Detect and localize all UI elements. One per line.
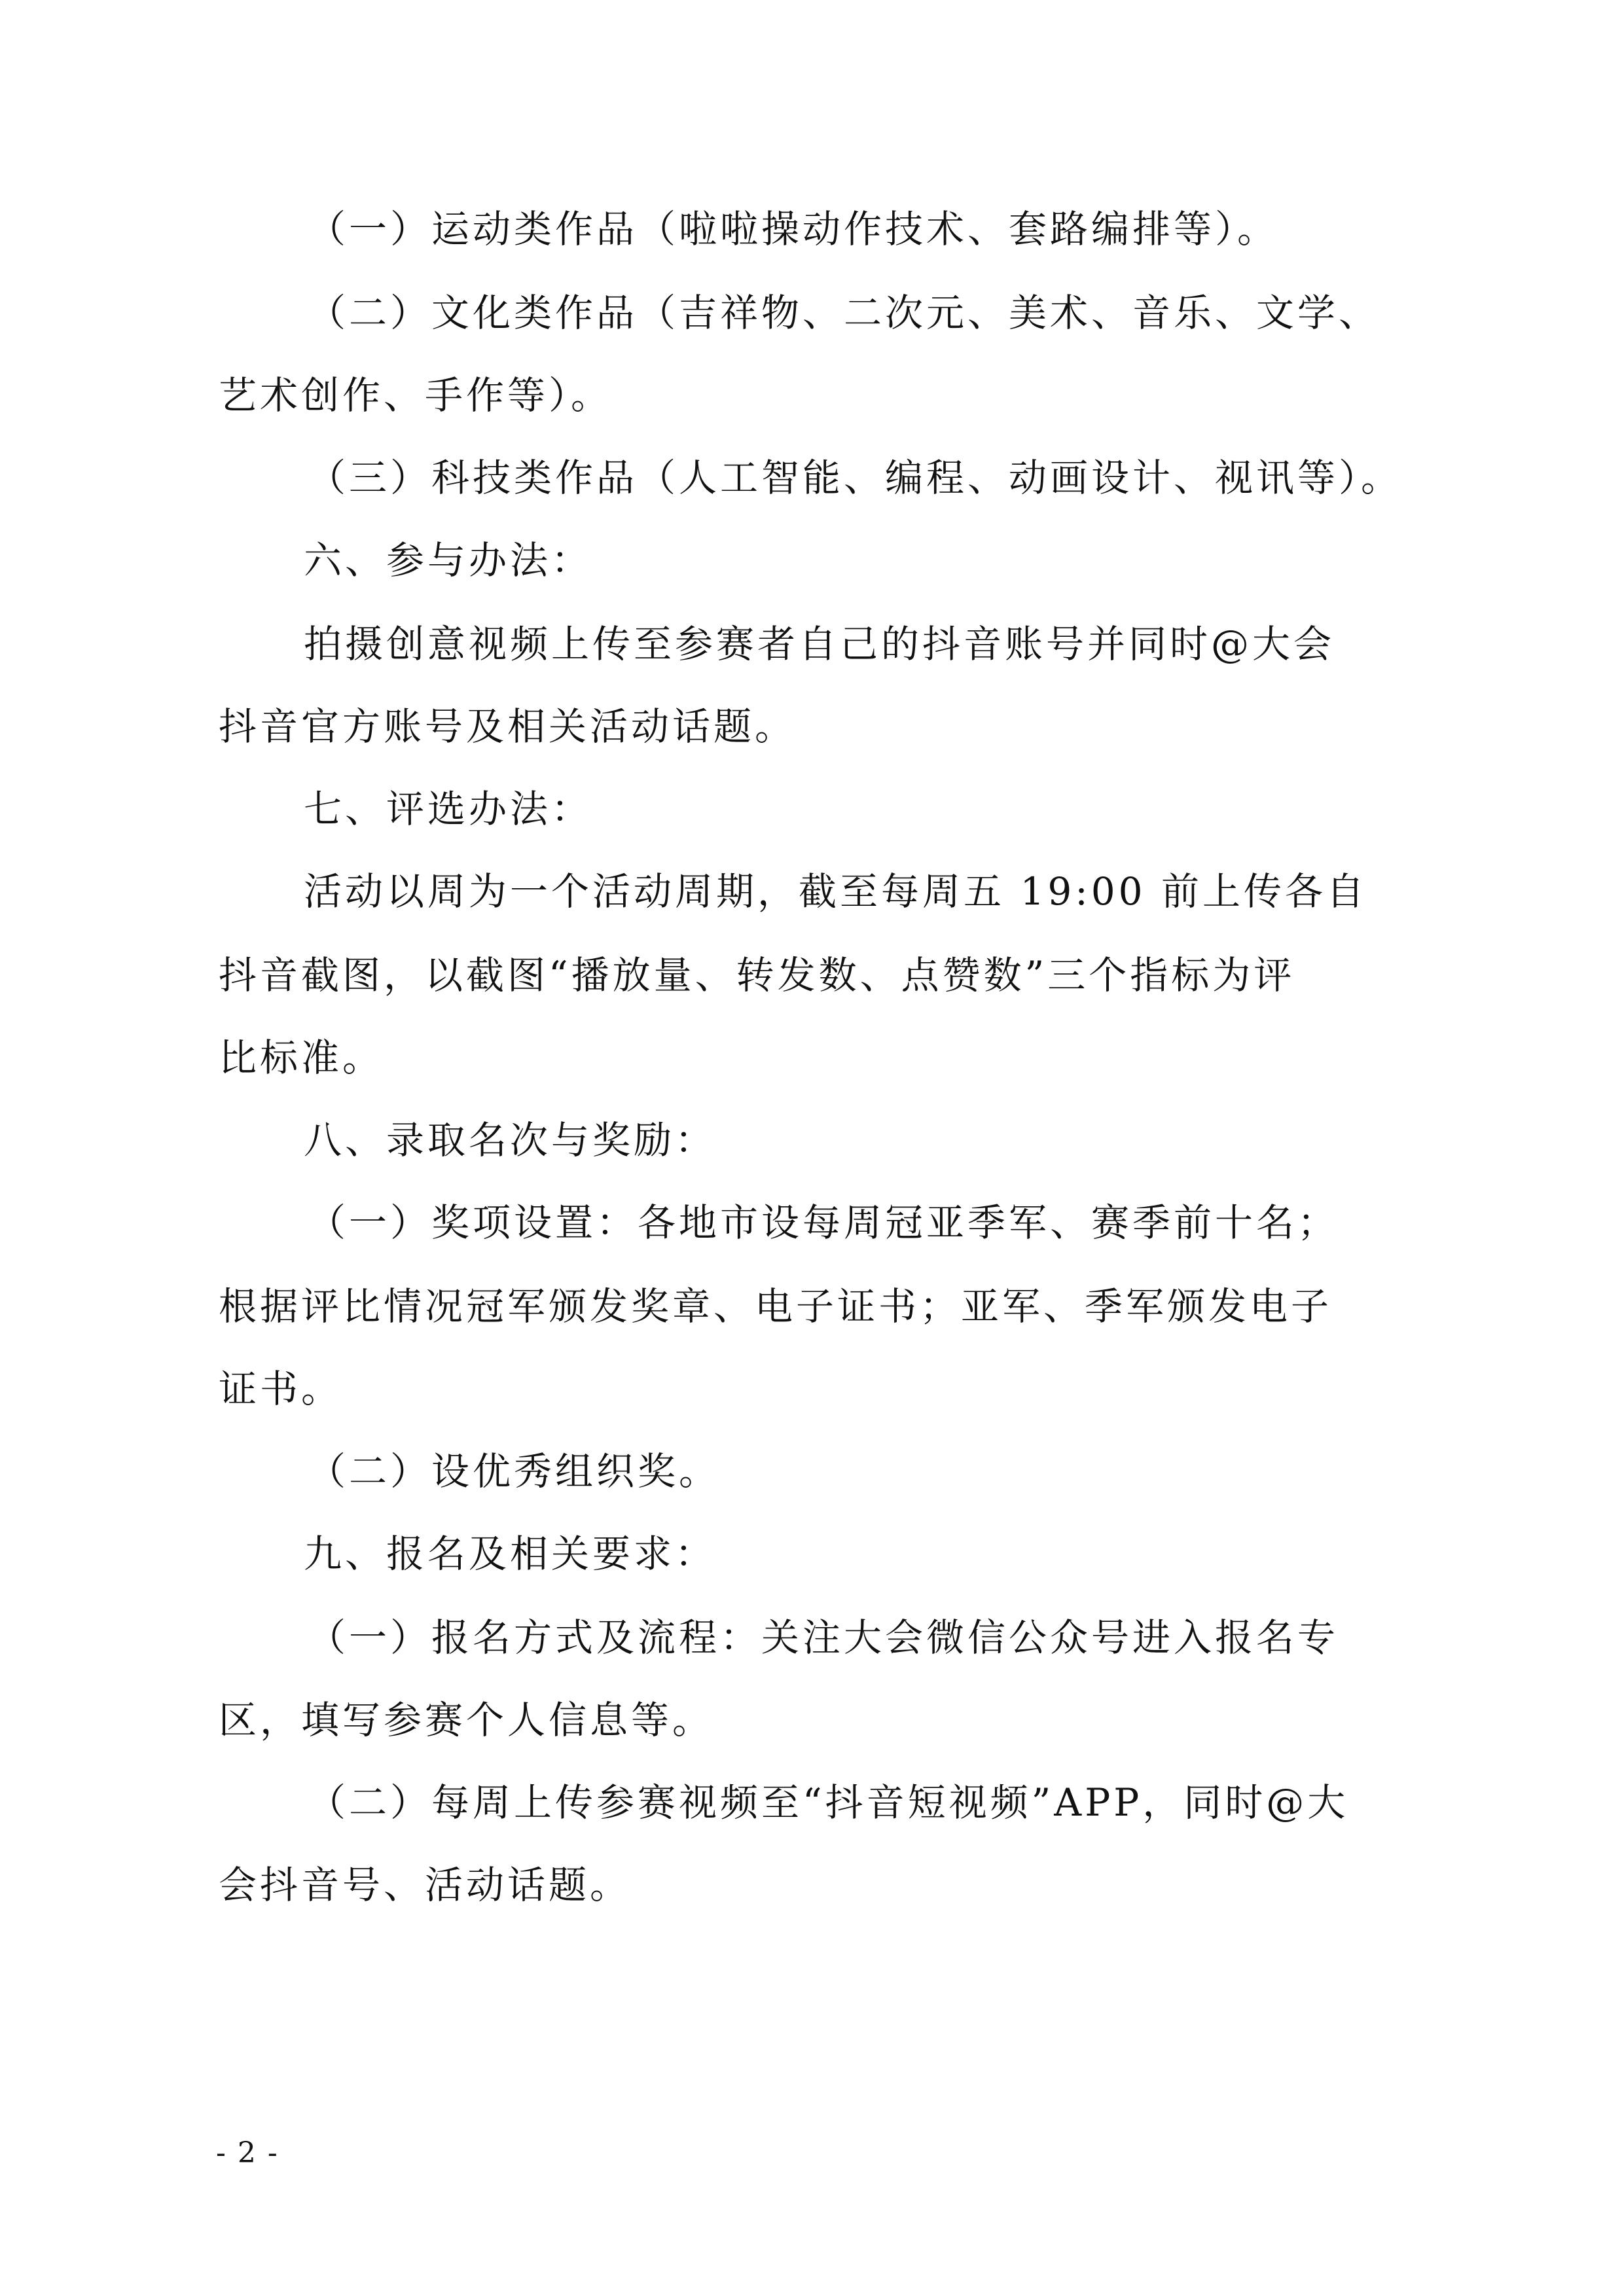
awards-setting-line-1: （一）奖项设置：各地市设每周冠亚季军、赛季前十名； <box>308 1200 1339 1245</box>
registration-process-line-2: 区，填写参赛个人信息等。 <box>219 1698 714 1742</box>
item-culture-works-line-2: 艺术创作、手作等）。 <box>219 373 613 418</box>
section-heading-awards: 八、录取名次与奖励： <box>304 1118 717 1162</box>
section-heading-registration: 九、报名及相关要求： <box>304 1532 717 1576</box>
page-number: - 2 - <box>216 2136 279 2170</box>
selection-text-line-1: 活动以周为一个活动周期，截至每周五 19:00 前上传各自 <box>304 869 1368 914</box>
registration-upload-line-1: （二）每周上传参赛视频至“抖音短视频”APP，同时@大 <box>308 1780 1349 1825</box>
registration-process-line-1: （一）报名方式及流程：关注大会微信公众号进入报名专 <box>308 1615 1339 1660</box>
registration-upload-line-2: 会抖音号、活动话题。 <box>219 1863 632 1907</box>
awards-setting-line-3: 证书。 <box>219 1367 343 1411</box>
selection-text-line-3: 比标准。 <box>219 1035 384 1080</box>
awards-setting-line-2: 根据评比情况冠军颁发奖章、电子证书；亚军、季军颁发电子 <box>219 1284 1333 1329</box>
item-tech-works: （三）科技类作品（人工智能、编程、动画设计、视讯等）。 <box>308 456 1403 500</box>
selection-text-line-2: 抖音截图，以截图“播放量、转发数、点赞数”三个指标为评 <box>219 953 1295 997</box>
section-heading-participation: 六、参与办法： <box>304 538 593 583</box>
item-sports-works: （一）运动类作品（啦啦操动作技术、套路编排等）。 <box>308 207 1279 251</box>
item-culture-works-line-1: （二）文化类作品（吉祥物、二次元、美术、音乐、文学、 <box>308 291 1380 335</box>
section-heading-selection: 七、评选办法： <box>304 787 593 831</box>
participation-text-line-2: 抖音官方账号及相关活动话题。 <box>219 704 797 749</box>
participation-text-line-1: 拍摄创意视频上传至参赛者自己的抖音账号并同时@大会 <box>304 622 1335 666</box>
awards-organization: （二）设优秀组织奖。 <box>308 1449 721 1494</box>
